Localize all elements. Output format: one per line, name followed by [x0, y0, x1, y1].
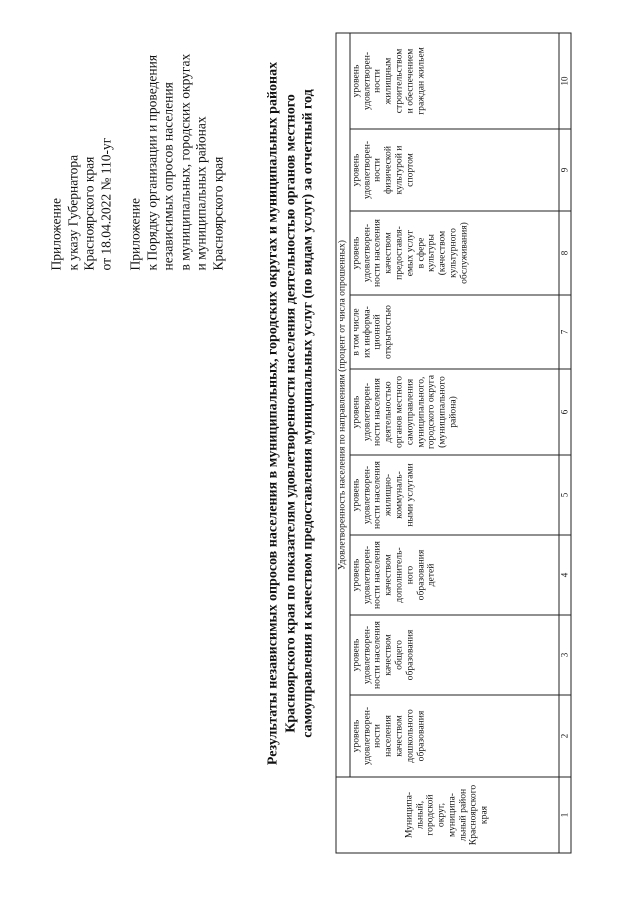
column-header-6-line: городского округа [425, 374, 437, 449]
column-header-3-line: удовлетворен- [360, 625, 372, 684]
column-header-6-line: (муниципального [436, 375, 448, 448]
column-header-10 [349, 32, 558, 128]
column-header-3-line: ности населения [371, 620, 383, 689]
appendix-sub-line-3: независимых опросов населения [160, 81, 175, 270]
column-number-6: 6 [558, 369, 570, 455]
column-header-5-line: ными услугами [403, 462, 415, 527]
column-header-7-line: открытостью [382, 304, 394, 359]
column-header-6-line: удовлетворен- [360, 382, 372, 441]
column-header-4-line: уровень [349, 558, 361, 591]
column-number-3: 3 [558, 615, 570, 695]
column-header-4-line: ности населения [371, 540, 383, 609]
column-header-4-line: детей [425, 563, 437, 586]
appendix-main-line-2: к указу Губернатора [64, 154, 80, 270]
appendix-sub-line-6: Красноярского края [209, 156, 225, 270]
column-header-3-line: образования [403, 629, 415, 680]
col1-line-4: округ, [435, 802, 447, 827]
column-header-7 [349, 295, 558, 369]
column-header-9-line: уровень [349, 153, 361, 186]
column-header-2-line: уровень [349, 719, 361, 752]
column-header-9-line: удовлетворен- [360, 140, 372, 199]
column-header-5 [349, 455, 558, 535]
column-header-8-line: уровень [349, 236, 361, 269]
appendix-spacer [114, 0, 127, 270]
appendix-block [48, 0, 226, 270]
column-header-8 [349, 211, 558, 295]
column-header-2-line: удовлетворен- [360, 706, 372, 765]
column-header-6-line: района) [446, 395, 458, 428]
column-header-8-line: культуры [425, 233, 437, 272]
column-header-6-line: самоуправления [403, 378, 415, 445]
appendix-sub-line-2: к Порядку организации и проведения [143, 54, 159, 270]
column-header-2-line: дошкольного [403, 708, 415, 763]
table-subheader-row [349, 32, 558, 852]
column-header-7-line: ционной [371, 313, 383, 350]
column-header-8-line: предоставля- [392, 225, 404, 280]
appendix-sub-line-4: в муниципальных, городских округах [176, 53, 192, 270]
appendix-main-line-3: Красноярского края [81, 156, 96, 270]
document-title [264, 33, 317, 793]
column-header-5-line: ности населения [371, 460, 383, 529]
column-header-6-line: муниципального, [414, 376, 426, 447]
title-line-1: Результаты независимых опросов населения в муниципальных, городских округах и муниципальных районах [265, 61, 280, 765]
column-header-10-line: строительством [392, 48, 404, 113]
column-header-6-line: уровень [349, 395, 361, 428]
column-number-10: 10 [558, 32, 570, 128]
col1-line-7: Красноярского [467, 784, 479, 845]
col1-line-5: муниципа- [445, 792, 457, 837]
appendix-main-line-1: Приложение [48, 197, 63, 270]
column-number-7: 7 [558, 295, 570, 369]
column-header-2-line: образования [414, 710, 426, 761]
column-header-5-line: уровень [349, 478, 361, 511]
column-header-9-line: ности [371, 157, 383, 182]
col1-line-8: края [478, 805, 490, 824]
column-header-7-line: в том числе [349, 307, 361, 356]
column-header-3 [349, 615, 558, 695]
column-header-9-line: физической [382, 145, 394, 194]
column-header-4-line: образования [414, 549, 426, 600]
column-header-6 [349, 369, 558, 455]
column-number-9: 9 [558, 129, 570, 211]
column-number-4: 4 [558, 535, 570, 615]
column-header-6-line: органов местного [392, 375, 404, 448]
title-line-3: самоуправления и качеством предоставления муниципальных услуг (по видам услуг) за отчетный год [300, 88, 315, 738]
column-header-10-line: удовлетворен- [360, 51, 372, 110]
title-line-2: Красноярского края по показателям удовлетворенности населения деятельностью органов местного [282, 93, 298, 733]
column-header-2 [349, 695, 558, 777]
col1-line-1: Муниципа- [402, 791, 414, 838]
column-header-2-line: ности [371, 723, 383, 748]
column-header-8-line: удовлетворен- [360, 223, 372, 282]
column-header-10-line: граждан жильем [414, 46, 426, 115]
header-municipality-cell [336, 777, 559, 853]
column-header-7-line: их информа- [360, 305, 372, 358]
column-number-1: 1 [558, 777, 570, 853]
column-header-5-line: удовлетворен- [360, 465, 372, 524]
col1-line-2: льный, [413, 800, 425, 829]
column-number-5: 5 [558, 455, 570, 535]
column-header-8-line: в сфере [414, 237, 426, 268]
column-header-4-line: качеством [382, 553, 394, 596]
results-table [335, 32, 571, 853]
column-header-5-line: коммуналь- [392, 470, 404, 519]
column-header-8-line: (качеством [436, 230, 448, 275]
column-numbers-row [558, 32, 570, 852]
column-header-4-line: удовлетворен- [360, 545, 372, 604]
group-header-cell: Удовлетворенность населения по направлениям (процент от числа опрошенных) [336, 32, 350, 776]
column-header-9-line: культурой и [392, 145, 404, 194]
column-header-8-line: качеством [382, 231, 394, 274]
column-header-6-line: деятельностью [382, 380, 394, 443]
column-header-10-line: жилищным [382, 57, 394, 104]
column-header-6-line: ности населения [371, 377, 383, 446]
column-header-3-line: уровень [349, 638, 361, 671]
table-header-row [336, 32, 350, 852]
column-header-10-line: уровень [349, 64, 361, 97]
column-header-9 [349, 129, 558, 211]
column-header-9-line: спортом [403, 152, 415, 187]
col1-line-6: льный район [456, 788, 468, 841]
column-header-2-line: качеством [392, 714, 404, 757]
column-header-4-line: ного [403, 565, 415, 584]
appendix-sub-line-1: Приложение [127, 197, 142, 270]
column-header-8-line: ности населения [371, 218, 383, 287]
column-header-10-line: и обеспечением [403, 48, 415, 113]
column-number-8: 8 [558, 211, 570, 295]
column-header-8-line: емых услуг [403, 229, 415, 276]
appendix-sub-line-5: и муниципальных районах [193, 115, 208, 270]
column-number-2: 2 [558, 695, 570, 777]
column-header-10-line: ности [371, 68, 383, 93]
column-header-4-line: дополнитель- [392, 546, 404, 603]
column-header-5-line: жилищно- [382, 473, 394, 516]
appendix-main-line-4: от 18.04.2022 № 110-уг [97, 137, 113, 270]
col1-line-3: городской [424, 793, 436, 836]
column-header-3-line: общего [392, 639, 404, 670]
column-header-8-line: культурного [446, 227, 458, 278]
column-header-8-line: обслуживания) [457, 221, 469, 284]
column-header-4 [349, 535, 558, 615]
column-header-2-line: населения [382, 714, 394, 757]
column-header-3-line: качеством [382, 633, 394, 676]
